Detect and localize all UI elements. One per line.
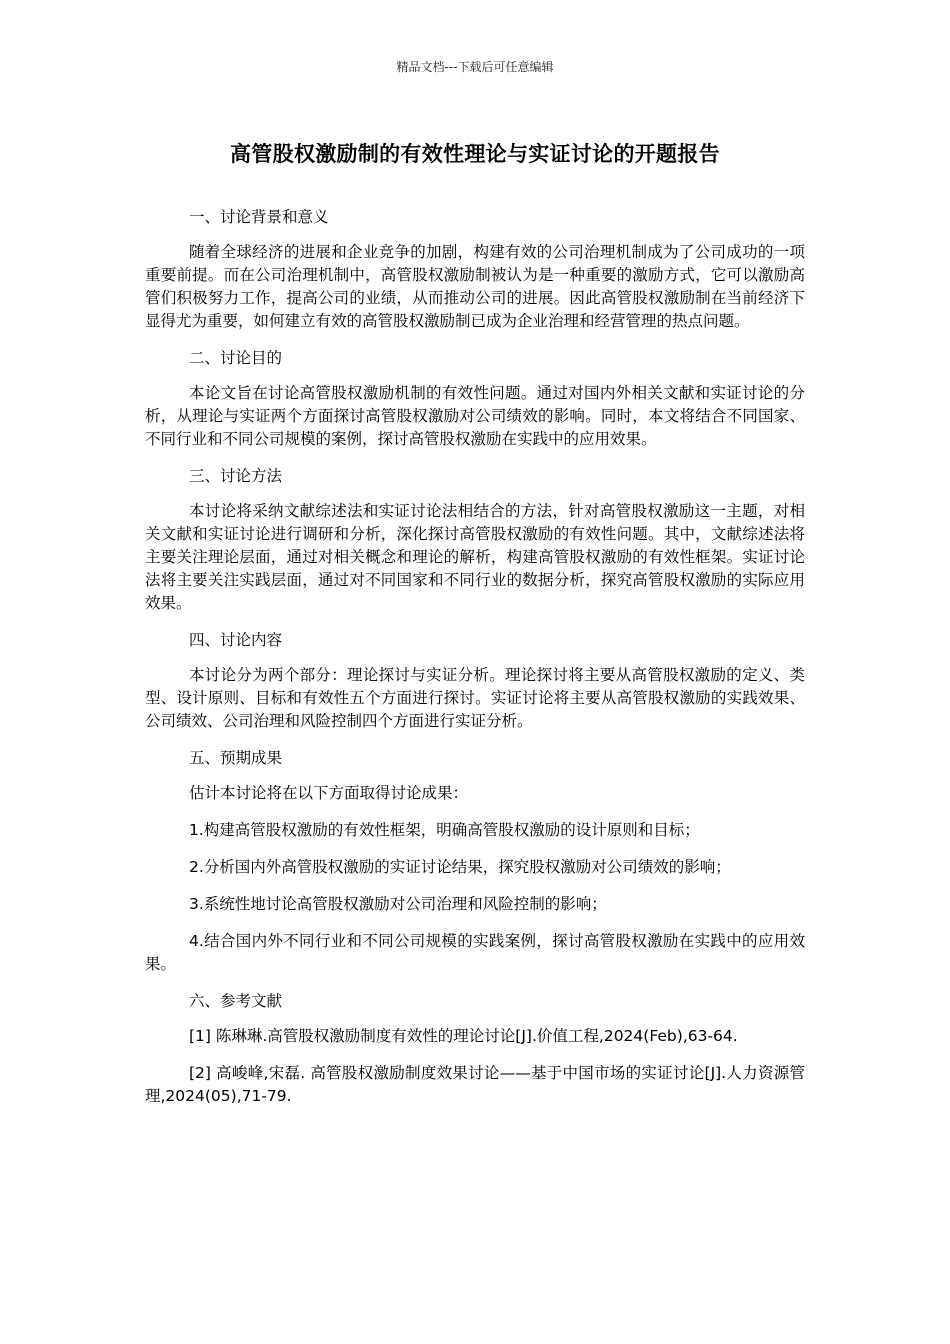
reference-item: [2] 高峻峰,宋磊. 高管股权激励制度效果讨论——基于中国市场的实证讨论[J].人力资源管理,2024(05),71-79. <box>145 1064 805 1105</box>
section-heading: 六、参考文献 <box>189 992 283 1010</box>
list-item: 2.分析国内外高管股权激励的实证讨论结果，探究股权激励对公司绩效的影响； <box>189 858 731 876</box>
reference-item: [1] 陈琳琳.高管股权激励制度有效性的理论讨论[J].价值工程,2024(Feb),63-64. <box>189 1027 738 1045</box>
body-paragraph: 随着全球经济的进展和企业竞争的加剧，构建有效的公司治理机制成为了公司成功的一项重要前提。而在公司治理机制中，高管股权激励制被认为是一种重要的激励方式，它可以激励高管们积极努力工作，提高公司的业绩，从而推动公司的进展。因此高管股权激励制在当前经济下显得尤为重要，如何建立有效的高管股权激励制已成为企业治理和经营管理的热点问题。 <box>145 243 805 330</box>
document-body <box>145 206 805 1122</box>
section-heading: 一、讨论背景和意义 <box>189 208 329 226</box>
body-paragraph: 本讨论将采纳文献综述法和实证讨论法相结合的方法，针对高管股权激励这一主题，对相关文献和实证讨论进行调研和分析，深化探讨高管股权激励的有效性问题。其中，文献综述法将主要关注理论层面，通过对相关概念和理论的解析，构建高管股权激励的有效性框架。实证讨论法将主要关注实践层面，通过对不同国家和不同行业的数据分析，探究高管股权激励的实际应用效果。 <box>145 502 805 612</box>
list-item: 3.系统性地讨论高管股权激励对公司治理和风险控制的影响； <box>189 895 607 913</box>
section-heading: 三、讨论方法 <box>189 467 283 485</box>
section-heading: 四、讨论内容 <box>189 631 283 649</box>
document-title: 高管股权激励制的有效性理论与实证讨论的开题报告 <box>230 142 720 166</box>
section-heading: 二、讨论目的 <box>189 349 283 367</box>
body-paragraph: 本论文旨在讨论高管股权激励机制的有效性问题。通过对国内外相关文献和实证讨论的分析，从理论与实证两个方面探讨高管股权激励对公司绩效的影响。同时，本文将结合不同国家、不同行业和不同公司规模的案例，探讨高管股权激励在实践中的应用效果。 <box>145 384 805 448</box>
section-heading: 五、预期成果 <box>189 749 283 767</box>
body-paragraph: 本讨论分为两个部分：理论探讨与实证分析。理论探讨将主要从高管股权激励的定义、类型、设计原则、目标和有效性五个方面进行探讨。实证讨论将主要从高管股权激励的实践效果、公司绩效、公司治理和风险控制四个方面进行实证分析。 <box>145 666 805 730</box>
page-header: 精品文档---下载后可任意编辑 <box>396 60 554 74</box>
list-item: 1.构建高管股权激励的有效性框架，明确高管股权激励的设计原则和目标； <box>189 821 700 839</box>
list-item: 4.结合国内外不同行业和不同公司规模的实践案例，探讨高管股权激励在实践中的应用效果。 <box>145 932 805 973</box>
body-paragraph: 估计本讨论将在以下方面取得讨论成果： <box>189 784 469 802</box>
